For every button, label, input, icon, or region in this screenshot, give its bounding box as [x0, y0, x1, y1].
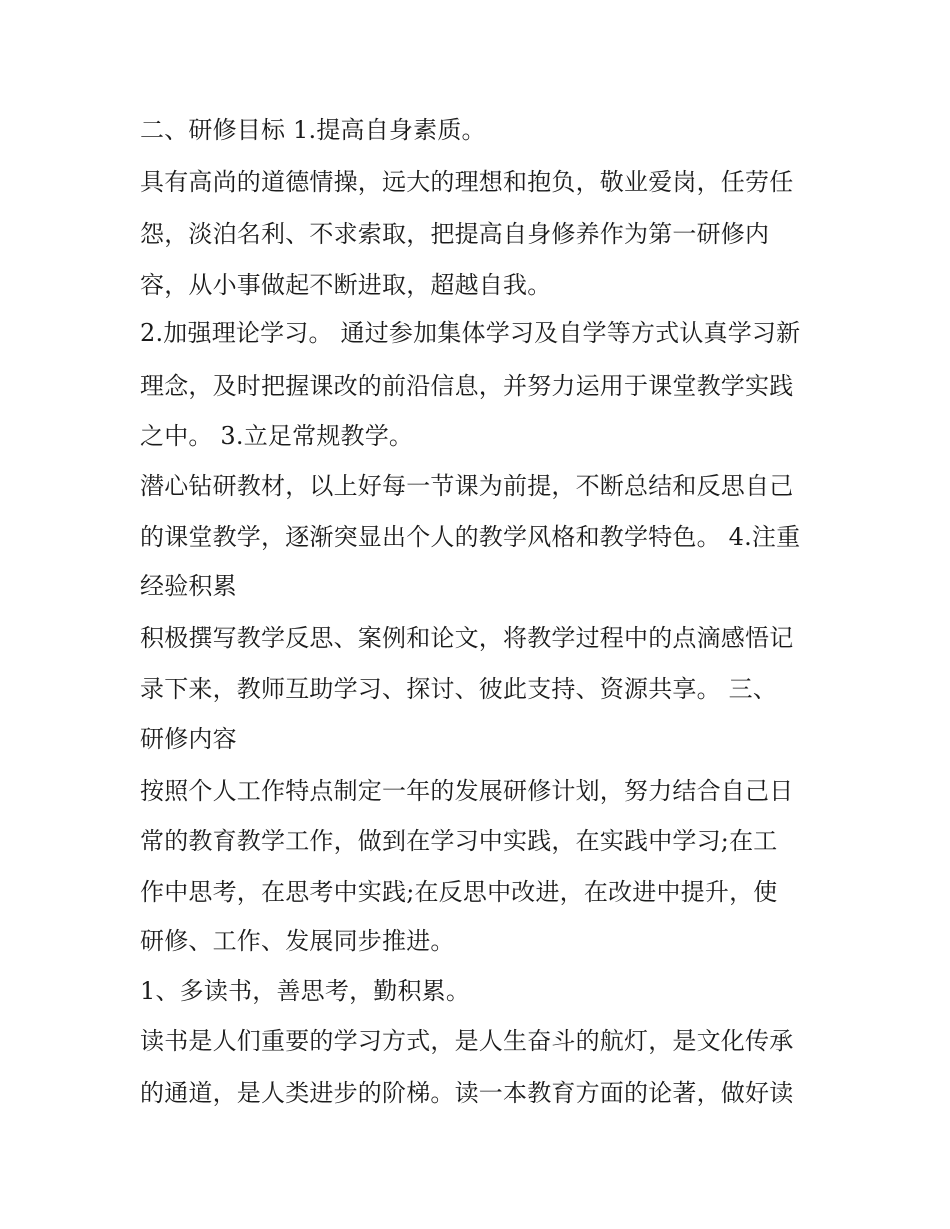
text-line: 之中。 3.立足常规教学。	[140, 422, 414, 450]
text-line: 具有高尚的道德情操，远大的理想和抱负，敬业爱岗，任劳任	[140, 168, 794, 196]
text-line: 潜心钻研教材，以上好每一节课为前提，不断总结和反思自己	[140, 472, 794, 500]
text-line: 读书是人们重要的学习方式，是人生奋斗的航灯，是文化传承	[140, 1027, 794, 1055]
text-line: 按照个人工作特点制定一年的发展研修计划，努力结合自己日	[140, 777, 794, 805]
text-line: 常的教育教学工作，做到在学习中实践，在实践中学习;在工	[140, 827, 778, 855]
text-line: 的课堂教学，逐渐突显出个人的教学风格和教学特色。 4.注重	[140, 523, 801, 551]
text-line: 容，从小事做起不断进取，超越自我。	[140, 271, 552, 299]
text-line: 作中思考，在思考中实践;在反思中改进，在改进中提升，使	[140, 878, 778, 906]
text-line: 经验积累	[140, 572, 237, 600]
text-line: 录下来，教师互助学习、探讨、彼此支持、资源共享。 三、	[140, 675, 778, 703]
text-line: 积极撰写教学反思、案例和论文，将教学过程中的点滴感悟记	[140, 624, 794, 652]
text-line: 二、研修目标 1.提高自身素质。	[140, 116, 486, 144]
text-line: 怨，淡泊名利、不求索取，把提高自身修养作为第一研修内	[140, 220, 770, 248]
text-line: 1、多读书，善思考，勤积累。	[140, 977, 471, 1005]
text-line: 理念，及时把握课改的前沿信息，并努力运用于课堂教学实践	[140, 372, 794, 400]
text-line: 的通道，是人类进步的阶梯。读一本教育方面的论著，做好读	[140, 1079, 794, 1107]
text-line: 研修内容	[140, 725, 237, 753]
text-line: 2.加强理论学习。 通过参加集体学习及自学等方式认真学习新	[140, 319, 801, 347]
text-line: 研修、工作、发展同步推进。	[140, 927, 455, 955]
